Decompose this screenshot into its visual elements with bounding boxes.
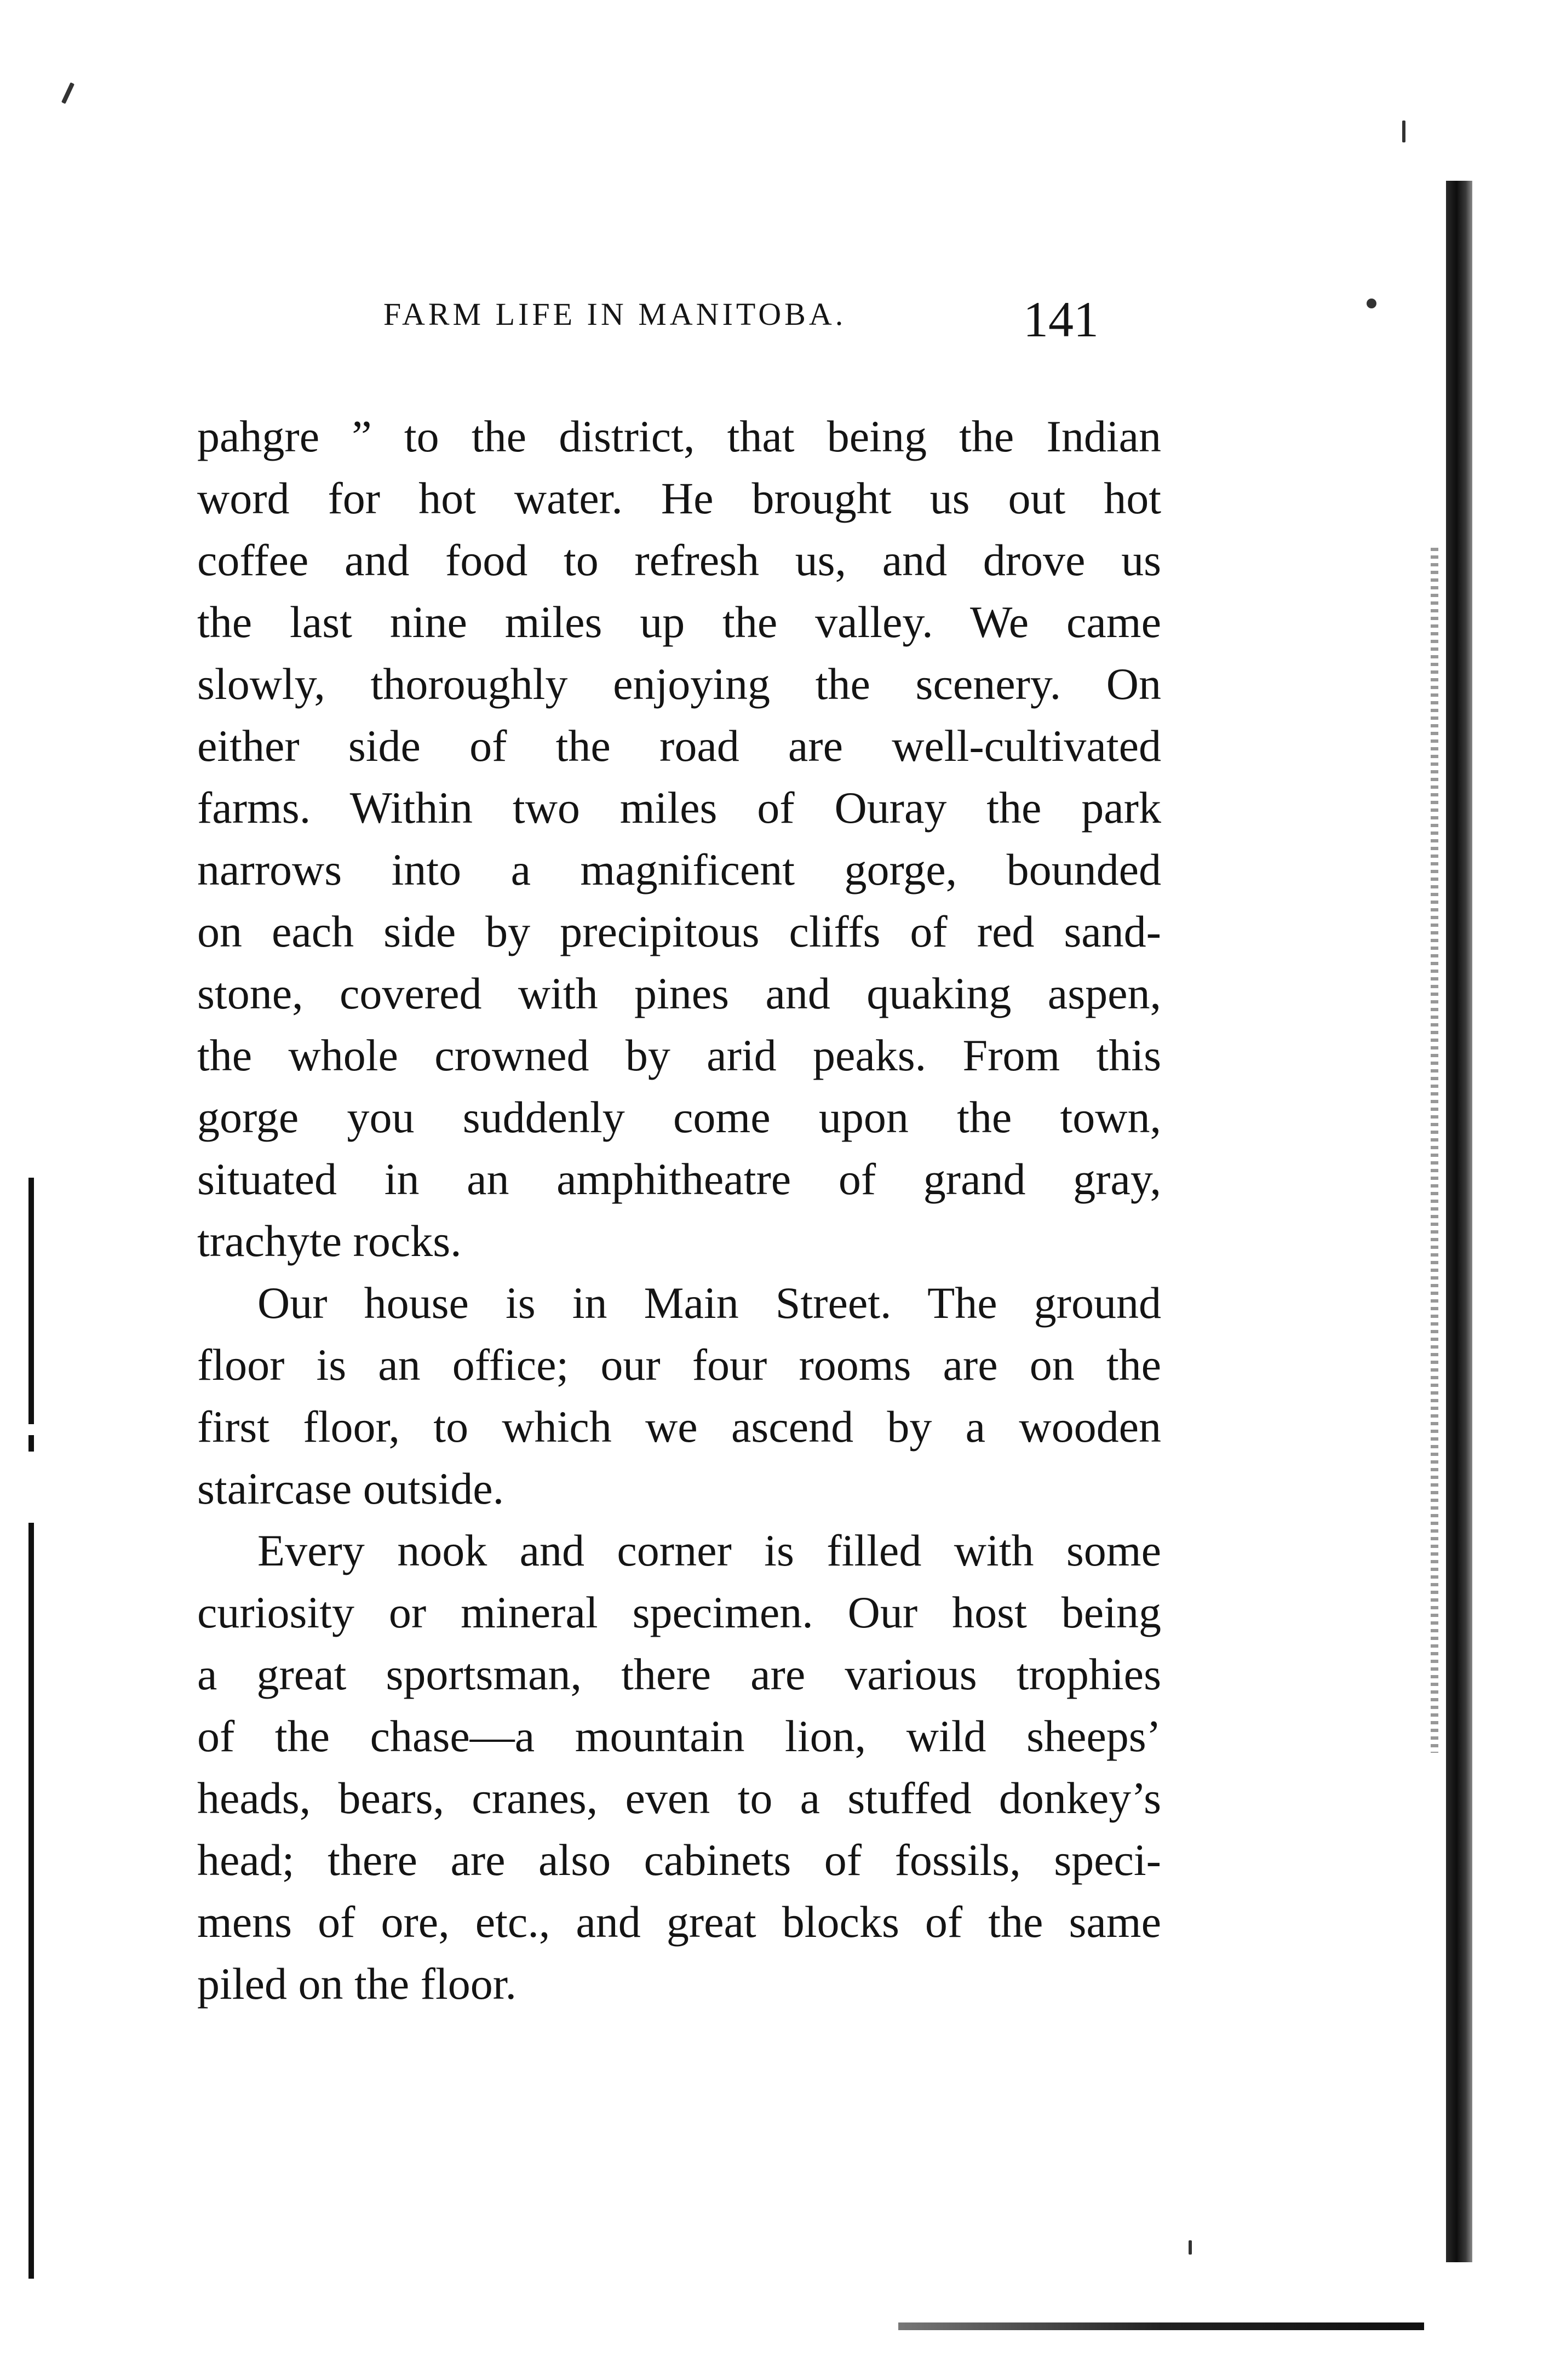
text-line: floor is an office; our four rooms are on the bbox=[197, 1340, 1161, 1390]
page-number: 141 bbox=[1023, 291, 1099, 347]
text-line: Our house is in Main Street. The ground bbox=[257, 1278, 1161, 1328]
text-line: piled on the floor. bbox=[197, 1959, 517, 2009]
text-line: trachyte rocks. bbox=[197, 1216, 462, 1266]
gutter-mark bbox=[28, 1435, 34, 1452]
text-line: mens of ore, etc., and great blocks of the same bbox=[197, 1897, 1161, 1947]
paragraph-3 bbox=[197, 1519, 1161, 2015]
binding-shadow bbox=[1446, 181, 1472, 2262]
binding-edge-texture bbox=[1431, 548, 1438, 1753]
paragraph-2 bbox=[197, 1272, 1161, 1519]
text-line: situated in an amphitheatre of grand gray, bbox=[197, 1154, 1161, 1204]
text-line: the whole crowned by arid peaks. From this bbox=[197, 1030, 1161, 1080]
text-line: farms. Within two miles of Ouray the park bbox=[197, 783, 1161, 833]
text-line: on each side by precipitous cliffs of red sand- bbox=[197, 907, 1161, 956]
text-line: curiosity or mineral specimen. Our host being bbox=[197, 1587, 1161, 1637]
scan-speck bbox=[1367, 299, 1376, 308]
text-line: pahgre ” to the district, that being the Indian bbox=[197, 411, 1161, 461]
text-line: Every nook and corner is filled with some bbox=[257, 1526, 1161, 1575]
gutter-mark bbox=[28, 1178, 34, 1424]
scan-speck bbox=[1402, 121, 1405, 142]
text-line: stone, covered with pines and quaking aspen, bbox=[197, 968, 1161, 1018]
text-line: word for hot water. He brought us out hot bbox=[197, 473, 1161, 523]
text-line: heads, bears, cranes, even to a stuffed donkey’s bbox=[197, 1773, 1161, 1823]
paragraph-1 bbox=[197, 405, 1161, 1272]
text-line: the last nine miles up the valley. We came bbox=[197, 597, 1161, 647]
text-line: of the chase—a mountain lion, wild sheeps’ bbox=[197, 1711, 1161, 1761]
scan-speck bbox=[1189, 2240, 1192, 2255]
text-line: either side of the road are well-cultivated bbox=[197, 721, 1161, 771]
gutter-mark bbox=[28, 1523, 34, 2279]
text-line: narrows into a magnificent gorge, bounded bbox=[197, 845, 1161, 894]
page-edge-shadow bbox=[898, 2322, 1424, 2330]
text-line: gorge you suddenly come upon the town, bbox=[197, 1092, 1161, 1142]
text-line: a great sportsman, there are various trophies bbox=[197, 1649, 1161, 1699]
text-line: coffee and food to refresh us, and drove us bbox=[197, 535, 1161, 585]
text-line: staircase outside. bbox=[197, 1464, 504, 1513]
running-header: FARM LIFE IN MANITOBA. bbox=[383, 296, 847, 332]
text-line: head; there are also cabinets of fossils, speci- bbox=[197, 1835, 1161, 1885]
text-line: first floor, to which we ascend by a wooden bbox=[197, 1402, 1161, 1452]
text-line: slowly, thoroughly enjoying the scenery. On bbox=[197, 659, 1161, 709]
scan-speck bbox=[61, 82, 74, 104]
body-text bbox=[197, 405, 1161, 2015]
